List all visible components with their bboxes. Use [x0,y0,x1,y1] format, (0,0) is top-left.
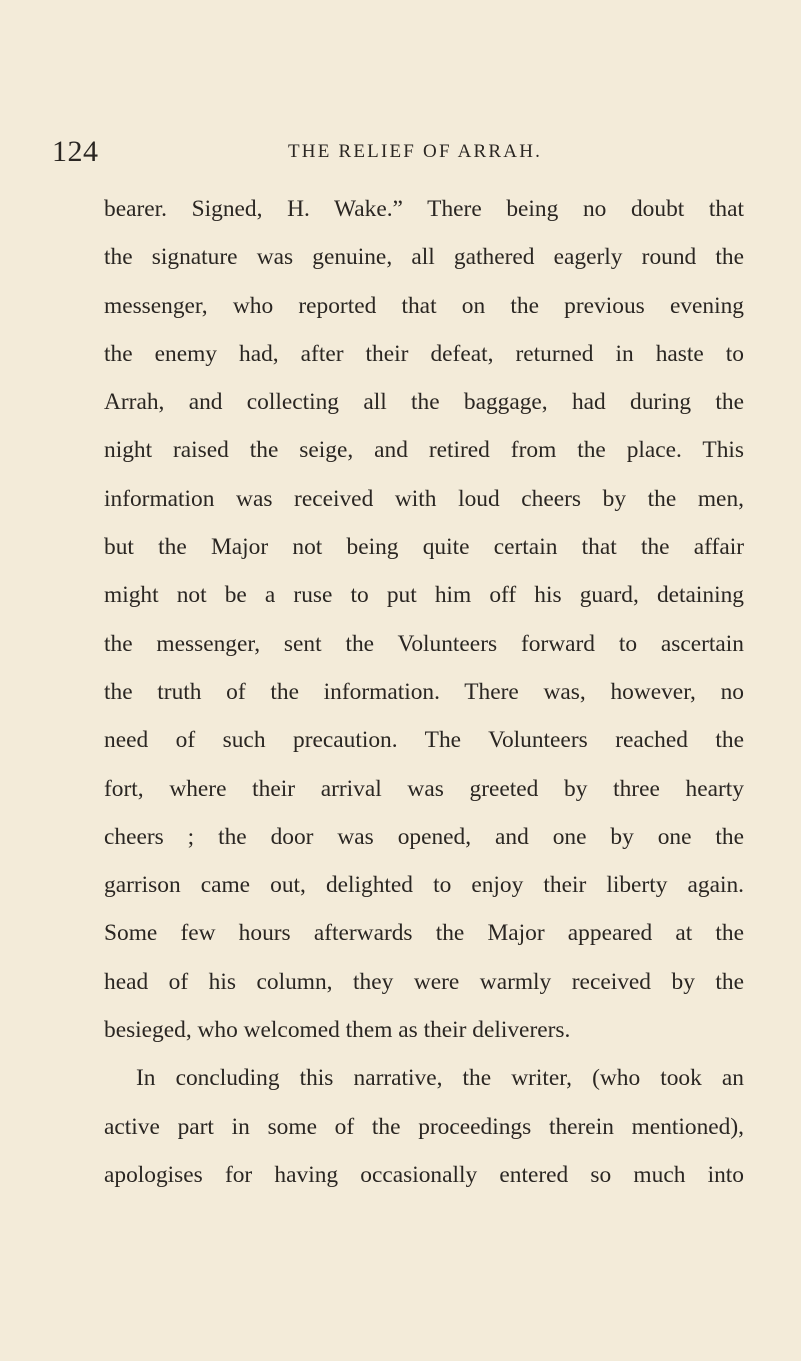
text-line: besieged, who welcomed them as their deliverers. [104,1017,571,1044]
page-header [52,132,752,172]
text-line: garrison came out, delighted to enjoy their liberty again. [104,872,744,899]
text-line: information was received with loud cheers by the men, [104,485,744,512]
text-line: but the Major not being quite certain that the affair [104,534,744,561]
text-line: apologises for having occasionally entered so much into [104,1161,744,1188]
text-line: the enemy had, after their defeat, returned in haste to [104,340,744,367]
text-line: might not be a ruse to put him off his guard, detaining [104,582,744,609]
text-line: night raised the seige, and retired from the place. This [104,437,744,464]
text-line: Some few hours afterwards the Major appeared at the [104,920,744,947]
text-line: cheers ; the door was opened, and one by one the [104,823,744,850]
page-number: 124 [52,135,99,168]
text-line: head of his column, they were warmly received by the [104,968,744,995]
text-line: the messenger, sent the Volunteers forward to ascertain [104,630,744,657]
body-text [104,185,744,1199]
text-line: the signature was genuine, all gathered eagerly round the [104,244,744,271]
text-line: bearer. Signed, H. Wake.” There being no doubt that [104,196,744,222]
text-line: In concluding this narrative, the writer, (who took an [136,1065,744,1092]
text-line: active part in some of the proceedings therein mentioned), [104,1113,744,1140]
text-line: messenger, who reported that on the previous evening [104,292,744,319]
running-title: THE RELIEF OF ARRAH. [288,141,543,162]
text-line: fort, where their arrival was greeted by three hearty [104,775,744,802]
text-line: Arrah, and collecting all the baggage, had during the [104,389,744,416]
text-line: the truth of the information. There was, however, no [104,678,744,705]
text-line: need of such precaution. The Volunteers reached the [104,727,744,754]
